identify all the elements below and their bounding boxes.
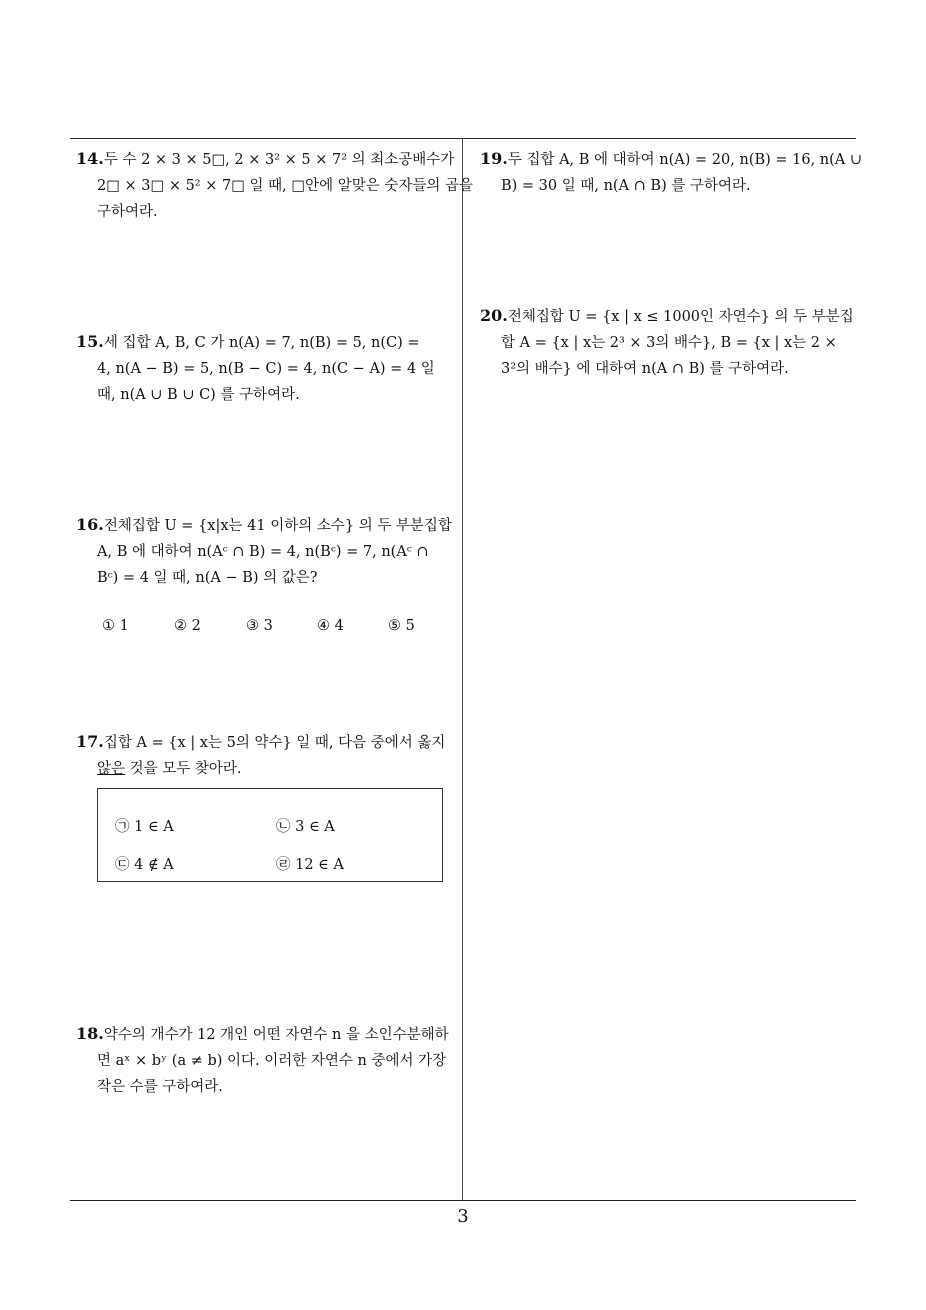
problem-text-line: 세 집합 A, B, C 가 n(A) = 7, n(B) = 5, n(C) =	[103, 335, 420, 351]
problem-number: 16.	[76, 515, 104, 534]
bottom-rule	[70, 1200, 856, 1201]
problem-text-line: 집합 A = {x | x는 5의 약수} 일 때, 다음 중에서 옳지	[103, 735, 446, 751]
problem-text-line: 전체집합 U = {x|x는 41 이하의 소수} 의 두 부분집합	[103, 518, 452, 534]
problem-number: 19.	[480, 149, 508, 168]
problem-text-line: 합 A = {x | x는 2³ × 3의 배수}, B = {x | x는 2 ×	[501, 335, 837, 351]
statement-item: ㉢ 4 ∉ A	[115, 857, 174, 873]
problem-17	[76, 729, 456, 782]
problem-text-line: 4, n(A − B) = 5, n(B − C) = 4, n(C − A) = 4 일	[97, 361, 435, 377]
column-divider	[462, 138, 463, 1201]
choice-3[interactable]: ③ 3	[246, 618, 273, 634]
problem-16	[76, 512, 456, 591]
problem-text-line: 전체집합 U = {x | x ≤ 1000인 자연수} 의 두 부분집	[507, 309, 854, 325]
statement-item: ㉠ 1 ∈ A	[115, 819, 174, 835]
choice-5[interactable]: ⑤ 5	[388, 618, 415, 634]
problem-text-line: 약수의 개수가 12 개인 어떤 자연수 n 을 소인수분해하	[103, 1027, 449, 1043]
underlined-word: 않은	[97, 761, 126, 777]
problem-text-line: 2□ × 3□ × 5² × 7□ 일 때, □안에 알맞은 숫자들의 곱을	[97, 178, 473, 194]
problem-text-line: 3²의 배수} 에 대하여 n(A ∩ B) 를 구하여라.	[501, 361, 789, 377]
page-number: 3	[457, 1206, 469, 1227]
choice-4[interactable]: ④ 4	[317, 618, 344, 634]
problem-text-line: 때, n(A ∪ B ∪ C) 를 구하여라.	[97, 387, 300, 403]
choice-1[interactable]: ① 1	[102, 618, 129, 634]
problem-text-line: A, B 에 대하여 n(Aᶜ ∩ B) = 4, n(Bᶜ) = 7, n(Aᶜ ∩	[97, 544, 429, 560]
problem-19	[480, 146, 863, 199]
top-rule	[70, 138, 856, 139]
problem-text-line: 것을 모두 찾아라.	[125, 761, 242, 777]
problem-14	[76, 146, 473, 225]
statement-box	[97, 788, 443, 882]
problem-text-line: 두 집합 A, B 에 대하여 n(A) = 20, n(B) = 16, n(A ∪	[507, 152, 863, 168]
problem-text-line: Bᶜ) = 4 일 때, n(A − B) 의 값은?	[97, 570, 318, 586]
problem-text-line: 두 수 2 × 3 × 5□, 2 × 3² × 5 × 7² 의 최소공배수가	[103, 152, 455, 168]
problem-text-line: 작은 수를 구하여라.	[97, 1079, 223, 1095]
problem-number: 17.	[76, 732, 104, 751]
problem-number: 20.	[480, 306, 508, 325]
choice-2[interactable]: ② 2	[174, 618, 201, 634]
problem-text-line: 면 aˣ × bʸ (a ≠ b) 이다. 이러한 자연수 n 중에서 가장	[97, 1053, 447, 1069]
problem-number: 14.	[76, 149, 104, 168]
problem-number: 15.	[76, 332, 104, 351]
statement-item: ㉡ 3 ∈ A	[276, 819, 335, 835]
problem-20	[480, 303, 860, 382]
problem-number: 18.	[76, 1024, 104, 1043]
problem-text-line: B) = 30 일 때, n(A ∩ B) 를 구하여라.	[501, 178, 751, 194]
problem-text-line: 구하여라.	[97, 204, 158, 220]
problem-18	[76, 1021, 456, 1100]
statement-item: ㉣ 12 ∈ A	[276, 857, 344, 873]
problem-15	[76, 329, 456, 408]
